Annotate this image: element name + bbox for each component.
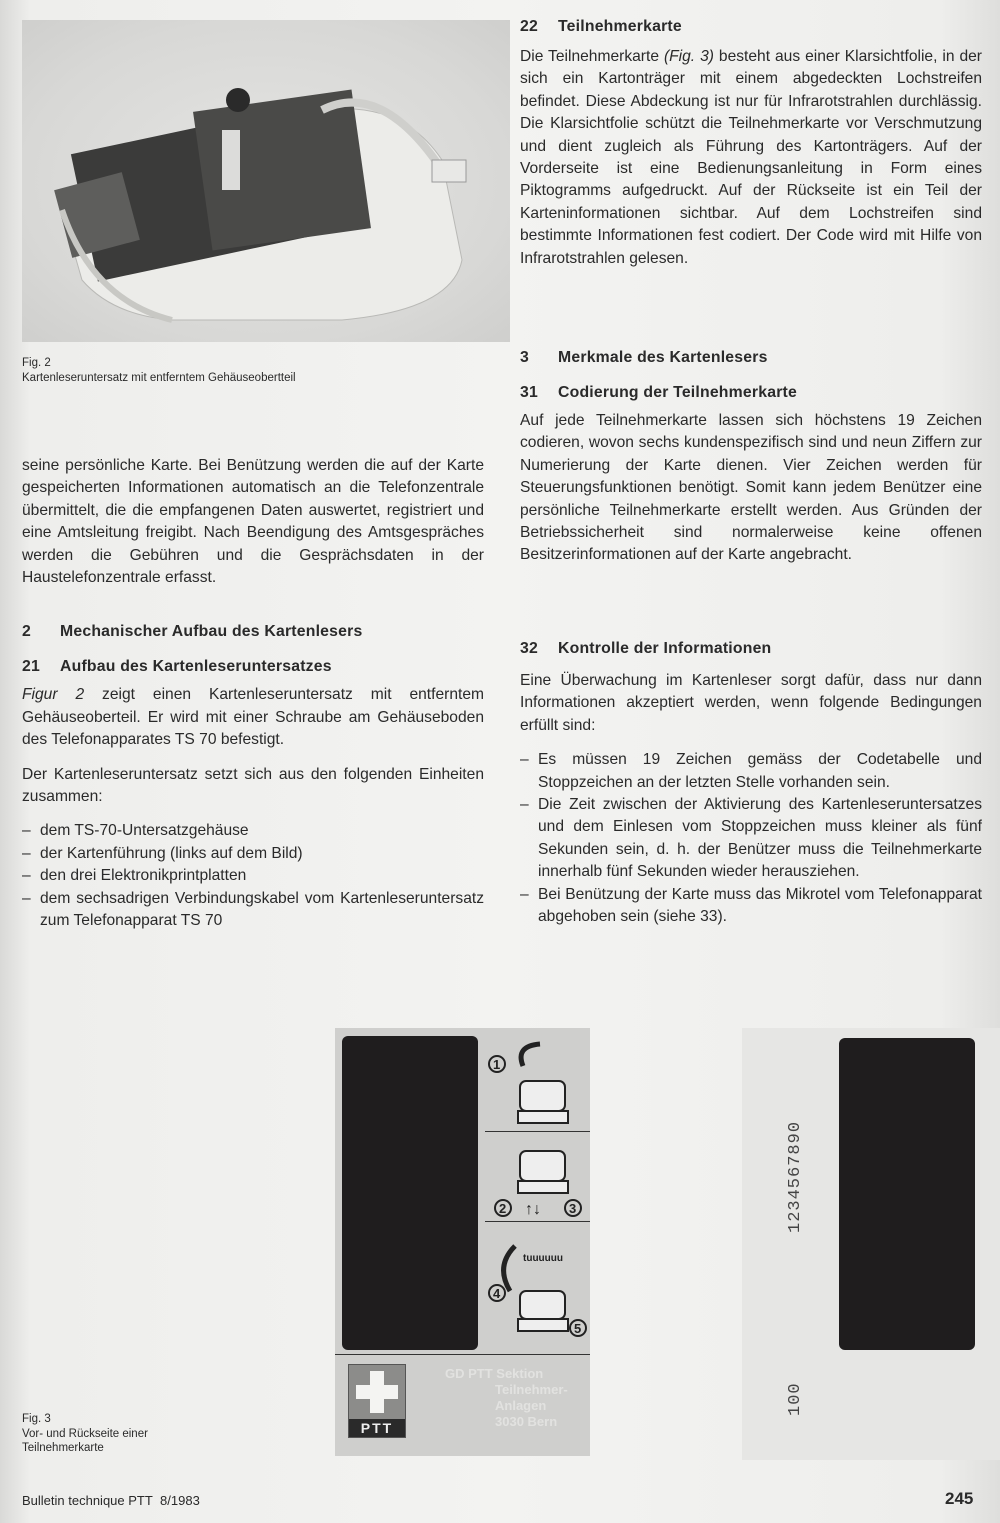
page-number: 245: [945, 1489, 974, 1508]
heading-32: [520, 640, 982, 658]
sender-address: [445, 1366, 568, 1430]
figure-ref: Figur 2: [22, 686, 85, 704]
step-label: 2: [499, 1201, 507, 1216]
step-label: 3: [569, 1201, 577, 1216]
paragraph: [520, 46, 982, 270]
fig2-caption-text: Kartenleseruntersatz mit entferntem Gehäuseobertteil: [22, 371, 296, 384]
fig3-caption: [22, 1412, 148, 1456]
logo-text: PTT: [349, 1419, 405, 1437]
fig2-photo: [22, 20, 510, 342]
list-item: – dem sechsadrigen Verbindungskabel vom Kartenleseruntersatz zum Telefonapparat TS 70: [22, 888, 484, 933]
section-title: Teilnehmerkarte: [558, 18, 682, 35]
ptt-logo: [348, 1364, 406, 1438]
section-title: Kontrolle der Informationen: [558, 640, 772, 657]
section-32: [520, 640, 982, 928]
heading-22: [520, 18, 982, 36]
step-label: 1: [493, 1057, 501, 1072]
heading-21: [22, 658, 484, 676]
footer-journal: [22, 1493, 200, 1508]
fig3-caption-text: Vor- und Rückseite einer: [22, 1427, 148, 1440]
journal-name: Bulletin technique PTT: [22, 1493, 153, 1508]
figure-ref: (Fig. 3): [663, 48, 714, 65]
text: Die Teilnehmerkarte: [520, 48, 664, 65]
paragraph: Der Kartenleseruntersatz setzt sich aus den folgenden Einheiten zusammen:: [22, 765, 484, 806]
heading-31: [520, 384, 982, 402]
list-item: – Die Zeit zwischen der Aktivierung des Kartenleseruntersatzes und dem Einlesen vom Stoppzeichen muss kleiner als fünf Sekunden sein, d. h. der Benützer muss die Teilnehmerkarte innerhalb fünf Sekunden wieder herausziehen.: [520, 794, 982, 884]
sender-line: GD PTT Sektion: [445, 1366, 544, 1381]
section-22: [520, 18, 982, 282]
section-title: Codierung der Teilnehmerkarte: [558, 384, 798, 401]
section-3: [520, 349, 982, 579]
section-title: Merkmale des Kartenlesers: [558, 349, 768, 366]
section-number: 22: [520, 18, 538, 35]
sender-line: Anlagen: [495, 1398, 547, 1413]
issue: 8/1983: [160, 1493, 200, 1508]
card-series: 100: [786, 1382, 805, 1416]
paragraph: [22, 684, 484, 751]
section-number: 31: [520, 384, 538, 401]
card-number: 1234567890: [786, 1120, 805, 1233]
pictogram-icon: [485, 1036, 590, 1346]
card-window: [342, 1036, 478, 1350]
paragraph: Auf jede Teilnehmerkarte lassen sich höchstens 19 Zeichen codieren, wovon sechs kundenspezifisch sind und neun Ziffern zur Numerierung der Karte dienen. Vier Zeichen werden für Steuerungsfunktionen benötigt. Somit kann jedem Benützer eine persönliche Teilnehmerkarte erstellt werden. Aus Gründen der Betriebssicherheit sind normalerweise keine offenen Besitzerinformationen auf der Karte angebracht.: [520, 412, 982, 564]
list-item: – der Kartenführung (links auf dem Bild): [22, 843, 484, 865]
text: zeigt einen Kartenleseruntersatz mit entferntem Gehäuseoberteil. Er wird mit einer Schraube am Gehäuseboden des Telefonapparates TS 70 befestigt.: [22, 686, 484, 749]
list-item: – Bei Benützung der Karte muss das Mikrotel vom Telefonapparat abgehoben sein (siehe 33).: [520, 884, 982, 929]
fig2-caption: [22, 356, 296, 385]
svg-text:↑↓: ↑↓: [525, 1201, 541, 1218]
card-window: [839, 1038, 975, 1350]
section-title: Aufbau des Kartenleseruntersatzes: [60, 658, 332, 676]
section-number: 32: [520, 640, 538, 657]
section-title: Mechanischer Aufbau des Kartenlesers: [60, 623, 363, 641]
section-number: 2: [22, 623, 31, 641]
section-number: 3: [520, 349, 529, 366]
paragraph: Eine Überwachung im Kartenleser sorgt dafür, dass nur dann Informationen akzeptiert werden, wenn folgende Bedingungen erfüllt sind:: [520, 672, 982, 734]
text: besteht aus einer Klarsichtfolie, in der sich ein Kartonträger mit einem abgedeckten Lochstreifen befindet. Diese Abdeckung ist nur für Infrarotstrahlen durchlässig. Die Klarsichtfolie schützt die Teilnehmerkarte vor Verschmutzung und dient zugleich als Führung des Kartonträgers. Auf der Vorderseite ist eine Bedienungsanleitung in Form eines Piktogramms aufgedruckt. Auf der Rückseite ist ein Teil der Karteninformationen sichtbar. Auf dem Lochstreifen sind bestimmte Informationen fest codiert. Der Code wird mit Hilfe von Infrarotstrahlen gelesen.: [520, 48, 983, 267]
heading-2: [22, 623, 484, 641]
card-back: [742, 1028, 1000, 1460]
list-item: – Es müssen 19 Zeichen gemäss der Codetabelle und Stoppzeichen an der letzten Stelle vorhanden sein.: [520, 749, 982, 794]
step-label: 4: [493, 1286, 501, 1301]
conditions-list: [520, 749, 982, 928]
paragraph: seine persönliche Karte. Bei Benützung werden die auf der Karte gespeicherten Informationen automatisch an die Telefonzentrale übermittelt, die die empfangenen Daten auswertet, registriert und eine Amtsleitung freigibt. Nach Beendigung des Amtsgespräches werden die Gebühren und die Gesprächsdaten in der Haustelefonzentrale erfasst.: [22, 457, 484, 587]
fig3-caption-text: Teilnehmerkarte: [22, 1442, 104, 1454]
sender-line: Teilnehmer-: [495, 1382, 568, 1397]
list-item: – dem TS-70-Untersatzgehäuse: [22, 820, 484, 842]
section-number: 21: [22, 658, 40, 676]
step-label: 5: [574, 1321, 582, 1336]
card-reader-photo: [22, 20, 510, 342]
fig2-label: Fig. 2: [22, 357, 51, 369]
fig3-label: Fig. 3: [22, 1413, 51, 1425]
units-list: [22, 820, 484, 932]
tone-text: tuuuuuu: [523, 1253, 563, 1264]
card-front: [335, 1028, 590, 1456]
heading-3: [520, 349, 982, 367]
list-item: – den drei Elektronikprintplatten: [22, 865, 484, 887]
sender-line: 3030 Bern: [495, 1414, 558, 1429]
left-column: [22, 455, 484, 933]
